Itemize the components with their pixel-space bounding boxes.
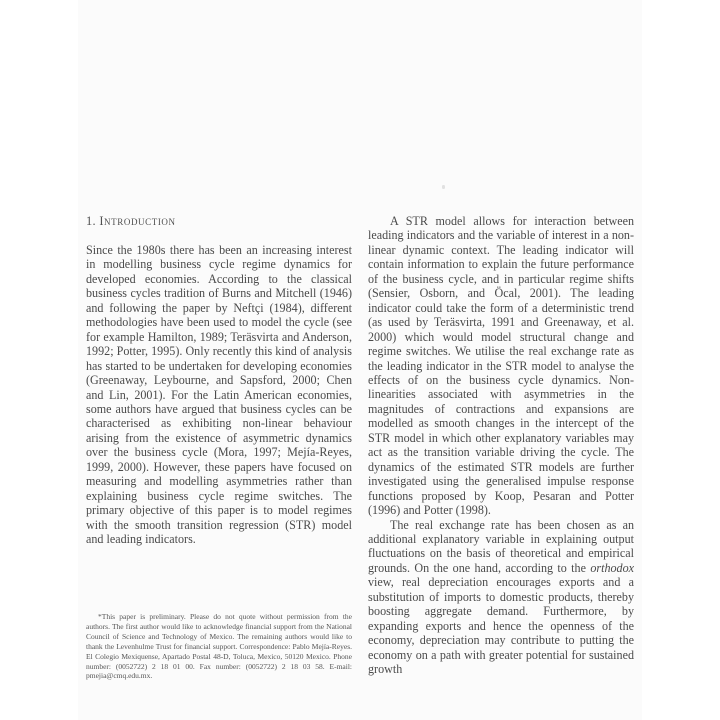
section-number: 1. [86, 214, 96, 228]
paragraph-2-text-before-italic: The real exchange rate has been chosen as an additional explanatory variable in explaining output fluctuations on the basis of theoretical and empirical grounds. On the one hand, according to the [368, 517, 634, 575]
right-column-paragraph-2 [368, 518, 634, 677]
left-column [86, 214, 352, 547]
right-column-paragraph-1: A STR model allows for interaction between leading indicators and the variable of interest in a non-linear dynamic context. The leading indicator will contain information to explain the future performance of the business cycle, and in particular regime shifts (Sensier, Osborn, and Öcal, 2001). The leading indicator could take the form of a deterministic trend (as used by Teräsvirta, 1991 and Greenaway, et al. 2000) which would model structural change and regime switches. We utilise the real exchange rate as the leading indicator in the STR model to analyse the effects of on the business cycle dynamics. Non-linearities associated with asymmetries in the magnitudes of contractions and expansions are modelled as smooth changes in the intercept of the STR model in which other explanatory variables may act as the transition variable driving the cycle. The dynamics of the estimated STR models are further investigated using the generalised impulse response functions proposed by Koop, Pesaran and Potter (1996) and Potter (1998). [368, 214, 634, 518]
footnote-text: *This paper is preliminary. Please do not quote without permission from the authors. The first author would like to acknowledge financial support from the National Council of Science and Technology of Mexico. The remaining authors would like to thank the Levenhulme Trust for financial support. Correspondence: Pablo Mejía-Reyes. El Colegio Mexiquense, Apartado Postal 48-D, Toluca, Mexico, 50120 Mexico. Phone number: (0052722) 2 18 01 00. Fax number: (0052722) 2 18 03 58. E-mail: pmejia@cmq.edu.mx. [86, 612, 352, 681]
orthodox-italic-term: orthodox [590, 560, 634, 575]
section-title: Introduction [99, 214, 176, 228]
left-column-paragraph-1: Since the 1980s there has been an increasing interest in modelling business cycle regime dynamics for developed economies. According to the classical business cycles tradition of Burns and Mitchell (1946) and following the paper by Neftçi (1984), different methodologies have been used to model the cycle (see for example Hamilton, 1989; Teräsvirta and Anderson, 1992; Potter, 1995). Only recently this kind of analysis has started to be undertaken for developing economies (Greenaway, Leybourne, and Sapsford, 2000; Chen and Lin, 2001). For the Latin American economies, some authors have argued that business cycles can be characterised as exhibiting non-linear behaviour arising from the existence of asymmetric dynamics over the business cycle (Mora, 1997; Mejía-Reyes, 1999, 2000). However, these papers have focused on measuring and modelling asymmetries rather than explaining business cycle regime switches. The primary objective of this paper is to model regimes with the smooth transition regression (STR) model and leading indicators. [86, 243, 352, 547]
paragraph-2-text-after-italic: view, real depreciation encourages exports and a substitution of imports to domestic products, thereby boosting aggregate demand. Furthermore, by expanding exports and hence the openness of the economy, depreciation may contribute to putting the economy on a path with greater potential for sustained growth [368, 575, 634, 677]
right-column [368, 214, 634, 677]
section-heading [86, 214, 352, 229]
